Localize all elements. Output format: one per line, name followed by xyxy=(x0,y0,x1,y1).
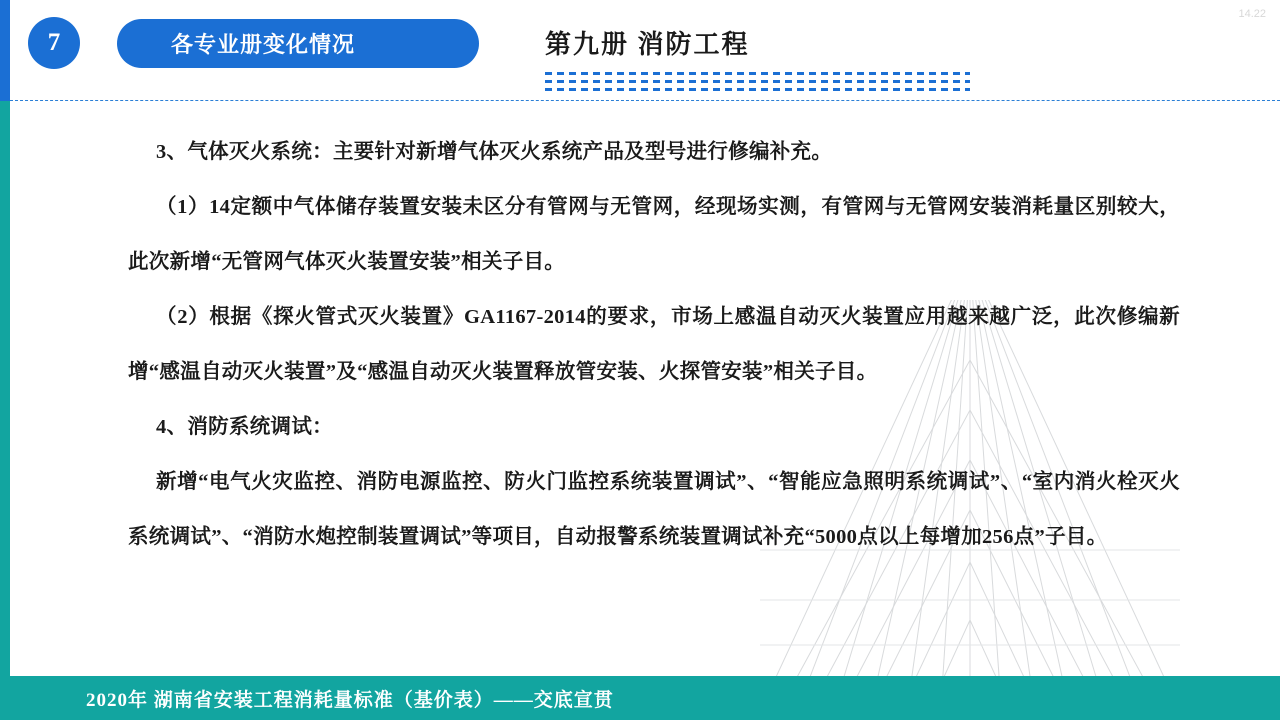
page-title: 第九册 消防工程 xyxy=(545,30,750,59)
title-underline-dash-1 xyxy=(545,72,970,75)
slide-footer xyxy=(0,676,1280,720)
paragraph-1: 3、气体灭火系统：主要针对新增气体灭火系统产品及型号进行修编补充。 xyxy=(156,141,833,163)
title-underline-dash-2 xyxy=(545,80,970,83)
slide-body xyxy=(10,101,1280,676)
paragraph-3: （2）根据《探火管式灭火装置》GA1167-2014的要求，市场上感温自动灭火装置应用越来越广泛，此次修编新增“感温自动灭火装置”及“感温自动灭火装置释放管安装、火探管安装”相关子目。 xyxy=(128,306,1180,383)
paragraph-5: 新增“电气火灾监控、消防电源监控、防火门监控系统装置调试”、“智能应急照明系统调试”、“室内消火栓灭火系统调试”、“消防水炮控制装置调试”等项目，自动报警系统装置调试补充“5000点以上每增加256点”子目。 xyxy=(128,471,1180,548)
footer-text: 2020年 湖南省安装工程消耗量标准（基价表）——交底宣贯 xyxy=(86,689,614,711)
section-number-badge: 7 xyxy=(28,17,80,69)
title-underline-dash-3 xyxy=(545,88,970,91)
paragraph-4: 4、消防系统调试： xyxy=(156,416,333,438)
page-number: 14.22 xyxy=(1238,8,1266,20)
section-label-pill: 各专业册变化情况 xyxy=(117,19,479,68)
slide-header xyxy=(0,0,1280,101)
left-accent-bar-bottom xyxy=(0,101,10,720)
paragraph-2: （1）14定额中气体储存装置安装未区分有管网与无管网，经现场实测，有管网与无管网安装消耗量区别较大，此次新增“无管网气体灭火装置安装”相关子目。 xyxy=(128,196,1180,273)
